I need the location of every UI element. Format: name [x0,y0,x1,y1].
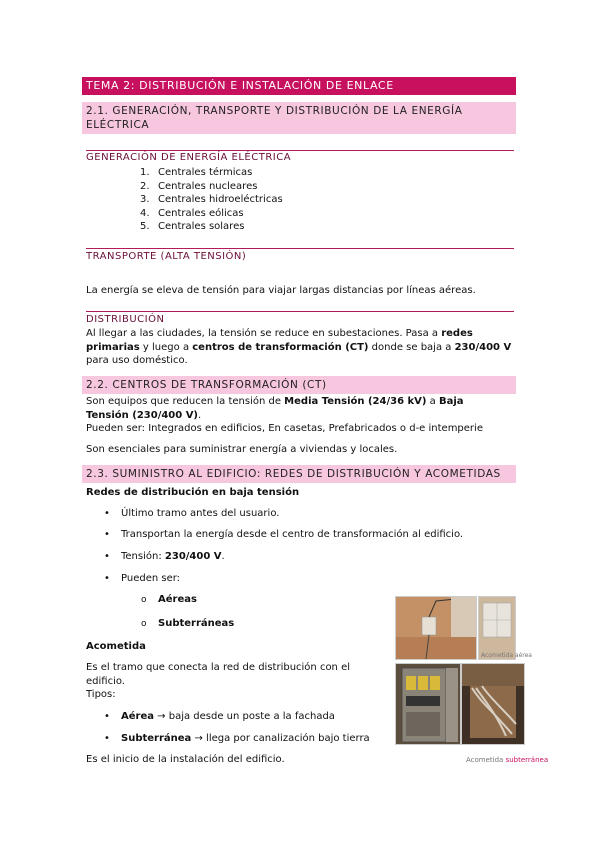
generacion-title: GENERACIÓN DE ENERGÍA ELÉCTRICA [86,152,292,163]
cabinet-image [396,664,460,744]
section-2-1-title-line2: ELÉCTRICA [86,119,150,131]
window-image [479,597,515,659]
acometida-aerea-photo-right [478,596,516,660]
cabinet-photo [395,663,461,745]
distribucion-title: DISTRIBUCIÓN [86,314,165,325]
sub-list-item: o Subterráneas [141,618,235,629]
chapter-title: TEMA 2: DISTRIBUCIÓN E INSTALACIÓN DE ENLACE [86,79,394,92]
acometida-paragraph: Es el tramo que conecta la red de distribución con el edificio. Tipos: [86,662,351,700]
acometida-title: Acometida [86,641,146,652]
sub-list-item: o Aéreas [141,594,197,605]
divider [86,311,514,312]
trench-photo [461,663,525,745]
section-2-3-title: 2.3. SUMINISTRO AL EDIFICIO: REDES DE DISTRIBUCIÓN Y ACOMETIDAS [86,468,501,480]
list-item: 3. Centrales hidroeléctricas [140,194,283,205]
section-2-2-title: 2.2. CENTROS DE TRANSFORMACIÓN (CT) [86,379,327,391]
redes-subtitle: Redes de distribución en baja tensión [86,487,300,498]
transporte-text: La energía se eleva de tensión para viajar largas distancias por líneas aéreas. [86,285,476,296]
list-item: • Subterránea → llega por canalización bajo tierra [104,733,370,744]
section-2-2-paragraph: Son equipos que reducen la tensión de Media Tensión (24/36 kV) a Baja Tensión (230/400 V). Pueden ser: Integrados en edificios, En casetas, Prefabricados o d-e intemperie [86,396,483,434]
section-2-1-header [82,102,516,134]
section-2-2-closing: Son esenciales para suministrar energía a viviendas y locales. [86,444,398,455]
list-item: • Último tramo antes del usuario. [104,508,280,519]
list-item: 1. Centrales térmicas [140,167,253,178]
caption-acometida-subterranea: Acometida subterránea [466,756,549,764]
distribucion-paragraph: Al llegar a las ciudades, la tensión se reduce en subestaciones. Pasa a redes primarias y luego a centros de transformación (CT) donde se baja a 230/400 V para uso doméstico. [86,328,512,366]
list-item: 2. Centrales nucleares [140,180,258,192]
caption-acometida-aerea: Acometida aérea [481,652,532,659]
list-item: • Pueden ser: [104,573,181,584]
list-item: 4. Centrales eólicas [140,207,244,219]
list-item: • Transportan la energía desde el centro de transformación al edificio. [104,529,464,540]
trench-image [462,664,524,744]
acometida-closing: Es el inicio de la instalación del edificio. [86,754,285,765]
acometida-aerea-photo [395,596,477,660]
section-2-2-header [82,376,516,394]
wall-image [396,597,476,659]
section-2-3-header [82,465,516,483]
section-2-1-title-line1: 2.1. GENERACIÓN, TRANSPORTE Y DISTRIBUCIÓN DE LA ENERGÍA [86,105,463,117]
list-item: • Tensión: 230/400 V. [104,551,225,562]
divider [86,248,514,249]
generacion-list [140,166,283,234]
chapter-title-bar [82,77,516,95]
list-item: 5. Centrales solares [140,221,245,232]
transporte-title: TRANSPORTE (ALTA TENSIÓN) [86,251,247,262]
divider [86,150,514,151]
list-item: • Aérea → baja desde un poste a la fachada [104,711,335,722]
